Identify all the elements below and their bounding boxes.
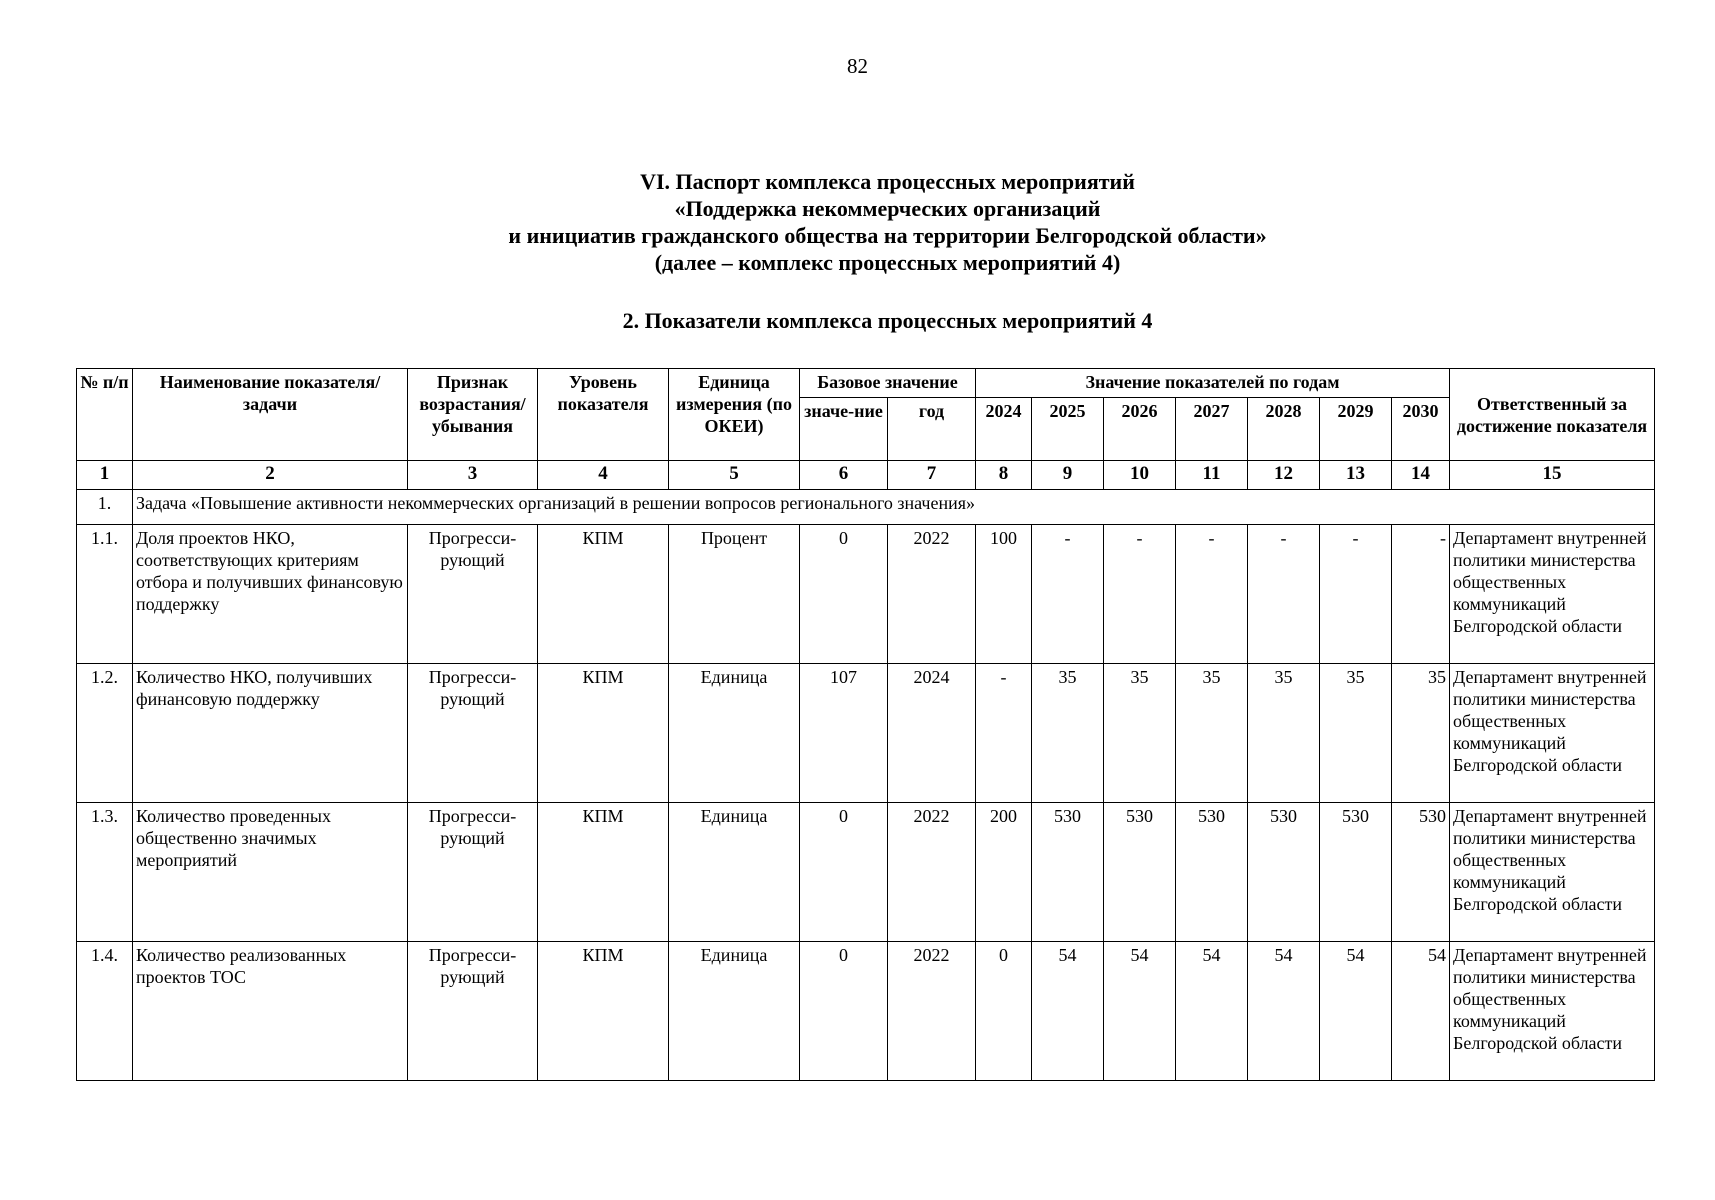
row-unit: Единица	[669, 942, 800, 1081]
row-unit: Единица	[669, 803, 800, 942]
task-row	[77, 490, 1655, 525]
row-base-value: 0	[800, 942, 888, 1081]
row-value-2026: 530	[1104, 803, 1176, 942]
row-base-year: 2024	[888, 664, 976, 803]
row-base-value: 0	[800, 803, 888, 942]
column-number: 5	[669, 461, 800, 490]
column-number: 4	[538, 461, 669, 490]
table-row	[77, 942, 1655, 1081]
header-responsible: Ответственный за достижение показателя	[1450, 369, 1655, 461]
header-unit: Единица измерения (по ОКЕИ)	[669, 369, 800, 461]
row-value-2028: -	[1248, 525, 1320, 664]
table-title	[0, 308, 1715, 334]
row-num: 1.3.	[77, 803, 133, 942]
column-number: 7	[888, 461, 976, 490]
row-level: КПМ	[538, 803, 669, 942]
page-number: 82	[847, 54, 868, 78]
heading-line-2: «Поддержка некоммерческих организаций	[674, 196, 1101, 221]
header-year-2029: 2029	[1320, 398, 1392, 461]
row-value-2028: 54	[1248, 942, 1320, 1081]
row-base-year: 2022	[888, 803, 976, 942]
row-sign: Прогресси-рующий	[408, 525, 538, 664]
row-name: Количество НКО, получивших финансовую поддержку	[133, 664, 408, 803]
header-base-value: значе-ние	[800, 398, 888, 461]
header-year-2028: 2028	[1248, 398, 1320, 461]
header-num: № п/п	[77, 369, 133, 461]
row-value-2024: 0	[976, 942, 1032, 1081]
row-value-2026: 54	[1104, 942, 1176, 1081]
row-value-2030: -	[1392, 525, 1450, 664]
header-level: Уровень показателя	[538, 369, 669, 461]
task-num: 1.	[77, 490, 133, 525]
indicators-table	[76, 368, 1655, 1081]
row-num: 1.2.	[77, 664, 133, 803]
row-value-2026: 35	[1104, 664, 1176, 803]
row-responsible: Департамент внутренней политики министерства общественных коммуникаций Белгородской области	[1450, 664, 1655, 803]
header-year-2025: 2025	[1032, 398, 1104, 461]
table-row	[77, 525, 1655, 664]
header-year-2026: 2026	[1104, 398, 1176, 461]
heading-line-4: (далее – комплекс процессных мероприятий 4)	[654, 250, 1121, 275]
header-name: Наименование показателя/задачи	[133, 369, 408, 461]
row-value-2028: 530	[1248, 803, 1320, 942]
column-numbers-row	[77, 461, 1655, 490]
column-number: 11	[1176, 461, 1248, 490]
header-years-group: Значение показателей по годам	[976, 369, 1450, 398]
column-number: 1	[77, 461, 133, 490]
column-number: 10	[1104, 461, 1176, 490]
row-value-2025: 35	[1032, 664, 1104, 803]
row-base-year: 2022	[888, 942, 976, 1081]
row-value-2025: 54	[1032, 942, 1104, 1081]
heading-line-3: и инициатив гражданского общества на территории Белгородской области»	[508, 223, 1267, 248]
column-number: 2	[133, 461, 408, 490]
row-value-2024: 100	[976, 525, 1032, 664]
row-value-2029: 530	[1320, 803, 1392, 942]
row-num: 1.4.	[77, 942, 133, 1081]
table-row	[77, 803, 1655, 942]
row-value-2027: -	[1176, 525, 1248, 664]
row-value-2027: 35	[1176, 664, 1248, 803]
row-name: Количество проведенных общественно значимых мероприятий	[133, 803, 408, 942]
row-value-2024: -	[976, 664, 1032, 803]
row-sign: Прогресси-рующий	[408, 664, 538, 803]
row-value-2029: 54	[1320, 942, 1392, 1081]
column-number: 6	[800, 461, 888, 490]
row-name: Количество реализованных проектов ТОС	[133, 942, 408, 1081]
header-base-year: год	[888, 398, 976, 461]
header-sign: Признак возрастания/ убывания	[408, 369, 538, 461]
row-unit: Единица	[669, 664, 800, 803]
column-number: 8	[976, 461, 1032, 490]
row-value-2030: 54	[1392, 942, 1450, 1081]
row-value-2030: 530	[1392, 803, 1450, 942]
row-value-2025: 530	[1032, 803, 1104, 942]
row-value-2024: 200	[976, 803, 1032, 942]
row-value-2025: -	[1032, 525, 1104, 664]
row-sign: Прогресси-рующий	[408, 803, 538, 942]
column-number: 12	[1248, 461, 1320, 490]
row-value-2028: 35	[1248, 664, 1320, 803]
row-value-2027: 54	[1176, 942, 1248, 1081]
row-level: КПМ	[538, 942, 669, 1081]
row-responsible: Департамент внутренней политики министерства общественных коммуникаций Белгородской области	[1450, 525, 1655, 664]
task-text: Задача «Повышение активности некоммерческих организаций в решении вопросов регионального значения»	[133, 490, 1655, 525]
row-level: КПМ	[538, 525, 669, 664]
row-value-2026: -	[1104, 525, 1176, 664]
column-number: 9	[1032, 461, 1104, 490]
row-unit: Процент	[669, 525, 800, 664]
table-row	[77, 664, 1655, 803]
column-number: 3	[408, 461, 538, 490]
column-number: 14	[1392, 461, 1450, 490]
column-number: 15	[1450, 461, 1655, 490]
row-value-2029: -	[1320, 525, 1392, 664]
row-value-2029: 35	[1320, 664, 1392, 803]
header-row-top	[77, 369, 1655, 398]
row-num: 1.1.	[77, 525, 133, 664]
row-name: Доля проектов НКО, соответствующих критериям отбора и получивших финансовую поддержку	[133, 525, 408, 664]
row-base-value: 107	[800, 664, 888, 803]
row-value-2030: 35	[1392, 664, 1450, 803]
row-responsible: Департамент внутренней политики министерства общественных коммуникаций Белгородской области	[1450, 942, 1655, 1081]
section-heading	[0, 168, 1715, 276]
column-number: 13	[1320, 461, 1392, 490]
row-responsible: Департамент внутренней политики министерства общественных коммуникаций Белгородской области	[1450, 803, 1655, 942]
header-year-2024: 2024	[976, 398, 1032, 461]
header-year-2030: 2030	[1392, 398, 1450, 461]
heading-line-1: VI. Паспорт комплекса процессных мероприятий	[640, 169, 1135, 194]
row-value-2027: 530	[1176, 803, 1248, 942]
header-year-2027: 2027	[1176, 398, 1248, 461]
row-base-year: 2022	[888, 525, 976, 664]
row-base-value: 0	[800, 525, 888, 664]
header-base: Базовое значение	[800, 369, 976, 398]
row-sign: Прогресси-рующий	[408, 942, 538, 1081]
row-level: КПМ	[538, 664, 669, 803]
table-title-text: 2. Показатели комплекса процессных мероприятий 4	[622, 308, 1153, 333]
